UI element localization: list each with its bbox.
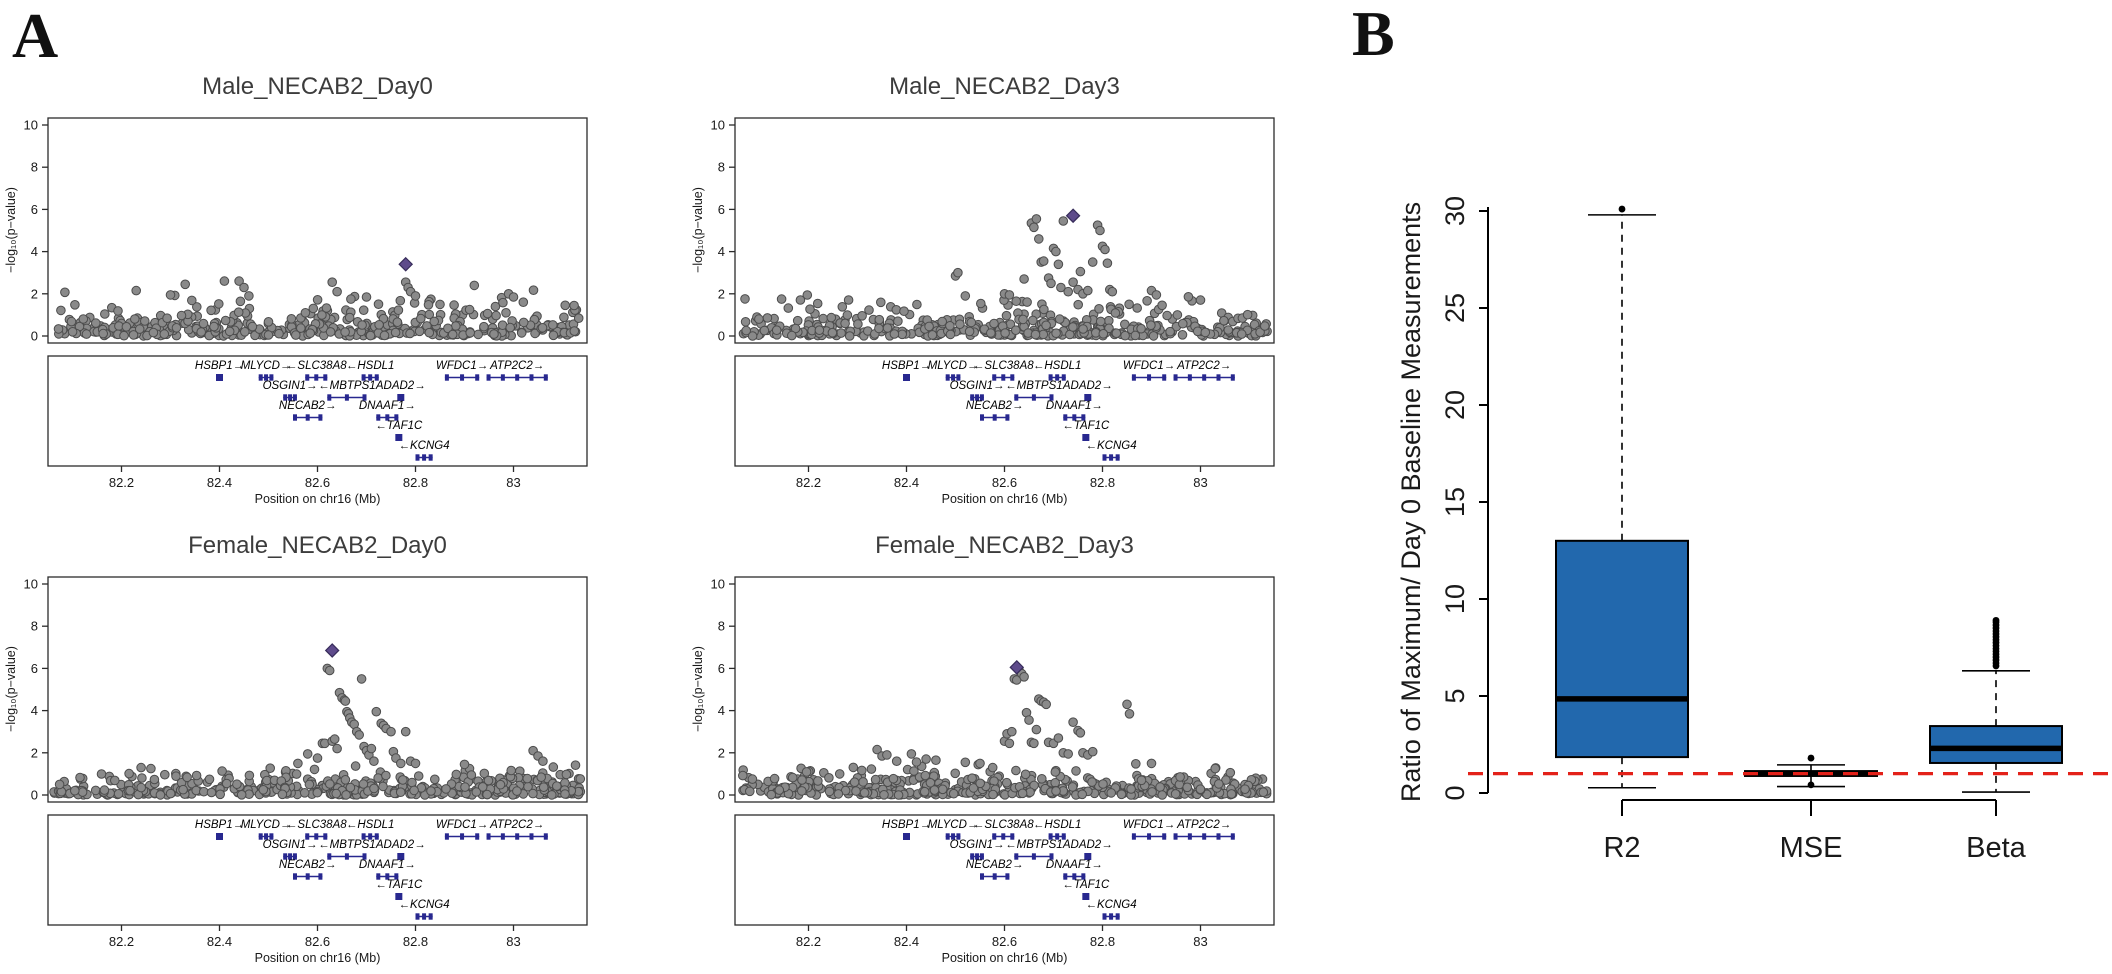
y-tick-label: 15 (1440, 486, 1470, 518)
gene-label: HSBP1→ (194, 819, 245, 831)
y-axis-title: −log₁₀(p−value) (691, 187, 705, 273)
category-label: MSE (1779, 832, 1843, 864)
gene-glyph (903, 833, 910, 840)
gene-glyph (1103, 913, 1120, 919)
gene-label: MLYCD→ (927, 819, 979, 831)
y-tick-label: 20 (1440, 389, 1470, 421)
x-tick-label: 82.2 (795, 475, 822, 490)
y-tick-label: 10 (710, 576, 725, 592)
y-tick-label: 8 (717, 159, 725, 175)
x-tick-label: 82.4 (206, 475, 233, 490)
y-tick-label: 4 (717, 244, 725, 260)
gene-label: WFDC1→ (1122, 360, 1176, 372)
gene-glyph (1174, 374, 1235, 380)
x-axis-title: Position on chr16 (Mb) (941, 951, 1068, 965)
y-axis-title: −log₁₀(p−value) (4, 187, 18, 273)
gene-glyph (416, 913, 433, 919)
gene-label: WFDC1→ (435, 360, 489, 372)
gene-label: ←MBTPS1 (318, 380, 376, 392)
subplot-title: Female_NECAB2_Day0 (188, 532, 447, 559)
x-tick-label: 82.4 (206, 934, 233, 949)
gene-label: NECAB2→ (278, 859, 337, 871)
panel-b-label: B (1352, 0, 1395, 69)
gene-label: DNAAF1→ (1045, 400, 1103, 412)
box-iqr (1556, 541, 1688, 757)
category-label: Beta (1966, 832, 2026, 864)
gene-label: NECAB2→ (965, 400, 1024, 412)
gene-label: ←TAF1C (1062, 879, 1110, 891)
subplot-title: Female_NECAB2_Day3 (875, 532, 1134, 559)
gene-label: DNAAF1→ (358, 859, 416, 871)
gene-label: ←TAF1C (1062, 420, 1110, 432)
x-tick-label: 82.6 (991, 934, 1018, 949)
x-tick-label: 82.2 (795, 934, 822, 949)
gene-label: MLYCD→ (240, 819, 292, 831)
gene-label: ADAD2→ (1062, 839, 1113, 851)
gene-label: ADAD2→ (375, 839, 426, 851)
gene-label: ←MBTPS1 (1005, 380, 1063, 392)
snp-points (50, 664, 585, 799)
x-tick-label: 82.8 (402, 934, 429, 949)
gene-label: ATP2C2→ (1177, 819, 1232, 831)
x-tick-label: 82.4 (893, 934, 920, 949)
gene-label: ←SLC38A8 (972, 360, 1034, 372)
y-tick-label: 6 (30, 660, 38, 676)
y-tick-label: 25 (1440, 292, 1470, 324)
x-tick-label: 83 (506, 475, 521, 490)
y-tick-label: 2 (30, 745, 38, 761)
gene-label: NECAB2→ (965, 859, 1024, 871)
gene-glyph (445, 833, 479, 839)
gene-label: HSBP1→ (881, 360, 932, 372)
gene-label: OSGIN1→ (949, 839, 1005, 851)
x-tick-label: 83 (506, 934, 521, 949)
subplot-title: Male_NECAB2_Day0 (202, 73, 433, 100)
snp-points (739, 215, 1271, 341)
gene-glyph (293, 414, 322, 420)
ratio-boxplot-panel (1320, 0, 2112, 938)
x-tick-label: 82.2 (108, 934, 135, 949)
y-tick-label: 0 (30, 328, 38, 344)
x-tick-label: 83 (1193, 475, 1208, 490)
gene-label: ATP2C2→ (490, 819, 545, 831)
gene-label: HSBP1→ (194, 360, 245, 372)
lead-snp-diamond (1067, 209, 1080, 222)
x-tick-label: 82.8 (1089, 934, 1116, 949)
gene-label: ←HSDL1 (345, 360, 395, 372)
x-tick-label: 82.4 (893, 475, 920, 490)
y-tick-label: 0 (717, 328, 725, 344)
y-tick-label: 10 (23, 576, 38, 592)
gene-label: ADAD2→ (1062, 380, 1113, 392)
gene-glyph (1132, 374, 1166, 380)
y-tick-label: 6 (717, 201, 725, 217)
y-tick-label: 2 (717, 745, 725, 761)
gene-label: OSGIN1→ (262, 380, 318, 392)
y-tick-label: 2 (30, 286, 38, 302)
gene-label: OSGIN1→ (262, 839, 318, 851)
x-tick-label: 82.8 (1089, 475, 1116, 490)
x-tick-label: 83 (1193, 934, 1208, 949)
gene-label: DNAAF1→ (358, 400, 416, 412)
subplot-title: Male_NECAB2_Day3 (889, 73, 1120, 100)
lead-snp-diamond (326, 644, 339, 657)
y-tick-label: 8 (30, 618, 38, 634)
gene-glyph (416, 454, 433, 460)
gene-label: MLYCD→ (927, 360, 979, 372)
gene-label: ←TAF1C (375, 420, 423, 432)
x-axis-title: Position on chr16 (Mb) (254, 951, 381, 965)
y-tick-label: 30 (1440, 195, 1470, 227)
locuszoom-plot-male-day0 (0, 28, 660, 510)
y-tick-label: 10 (1440, 583, 1470, 615)
box-outliers (1993, 617, 2000, 669)
gene-glyph (293, 873, 322, 879)
gene-label: HSBP1→ (881, 819, 932, 831)
gene-label: ←TAF1C (375, 879, 423, 891)
gene-glyph (445, 374, 479, 380)
y-tick-label: 6 (30, 201, 38, 217)
gene-label: ATP2C2→ (1177, 360, 1232, 372)
gene-label: NECAB2→ (278, 400, 337, 412)
y-tick-label: 0 (717, 787, 725, 803)
x-tick-label: 82.6 (304, 934, 331, 949)
snp-points (54, 277, 583, 341)
gene-label: ←SLC38A8 (285, 819, 347, 831)
gene-label: ←SLC38A8 (285, 360, 347, 372)
gene-glyph (216, 374, 223, 381)
gene-glyph (1103, 454, 1120, 460)
gene-glyph (487, 374, 548, 380)
gene-label: ←HSDL1 (1032, 819, 1082, 831)
x-axis-title: Position on chr16 (Mb) (254, 492, 381, 506)
gene-label: MLYCD→ (240, 360, 292, 372)
x-tick-label: 82.6 (304, 475, 331, 490)
panel-a-label: A (12, 0, 59, 71)
gene-label: ←MBTPS1 (318, 839, 376, 851)
category-label: R2 (1603, 832, 1641, 864)
gene-label: ←KCNG4 (1085, 899, 1137, 911)
snp-points (739, 666, 1271, 799)
y-tick-label: 4 (30, 244, 38, 260)
gene-glyph (903, 374, 910, 381)
gene-label: ←MBTPS1 (1005, 839, 1063, 851)
y-tick-label: 2 (717, 286, 725, 302)
x-tick-label: 82.6 (991, 475, 1018, 490)
lead-snp-diamond (399, 258, 412, 271)
gene-glyph (1132, 833, 1166, 839)
y-tick-label: 10 (710, 117, 725, 133)
gene-glyph (1174, 833, 1235, 839)
gene-label: ←SLC38A8 (972, 819, 1034, 831)
y-tick-label: 4 (717, 703, 725, 719)
gene-glyph (487, 833, 548, 839)
gene-glyph (980, 873, 1009, 879)
gene-label: WFDC1→ (1122, 819, 1176, 831)
y-axis-title: −log₁₀(p−value) (4, 646, 18, 732)
gene-label: OSGIN1→ (949, 380, 1005, 392)
y-tick-label: 8 (30, 159, 38, 175)
y-tick-label: 0 (30, 787, 38, 803)
gene-label: WFDC1→ (435, 819, 489, 831)
locuszoom-plot-male-day3 (687, 28, 1347, 510)
locuszoom-plot-female-day3 (687, 487, 1347, 969)
gene-label: ←HSDL1 (345, 819, 395, 831)
gene-label: DNAAF1→ (1045, 859, 1103, 871)
gene-label: ADAD2→ (375, 380, 426, 392)
gene-label: ←KCNG4 (398, 440, 450, 452)
y-tick-label: 0 (1440, 785, 1470, 801)
box-outliers (1619, 206, 1626, 213)
y-tick-label: 5 (1440, 688, 1470, 704)
y-axis-title: −log₁₀(p−value) (691, 646, 705, 732)
gene-label: ←HSDL1 (1032, 360, 1082, 372)
y-tick-label: 10 (23, 117, 38, 133)
x-tick-label: 82.2 (108, 475, 135, 490)
y-tick-label: 6 (717, 660, 725, 676)
y-tick-label: 4 (30, 703, 38, 719)
y-tick-label: 8 (717, 618, 725, 634)
gene-glyph (216, 833, 223, 840)
gene-label: ATP2C2→ (490, 360, 545, 372)
x-tick-label: 82.8 (402, 475, 429, 490)
x-axis-title: Position on chr16 (Mb) (941, 492, 1068, 506)
box-iqr (1930, 726, 2062, 763)
plot-frame (735, 577, 1274, 802)
gene-label: ←KCNG4 (398, 899, 450, 911)
gene-glyph (980, 414, 1009, 420)
y-axis-title: Ratio of Maximum/ Day 0 Baseline Measurements (1396, 201, 1426, 803)
gene-label: ←KCNG4 (1085, 440, 1137, 452)
locuszoom-plot-female-day0 (0, 487, 660, 969)
